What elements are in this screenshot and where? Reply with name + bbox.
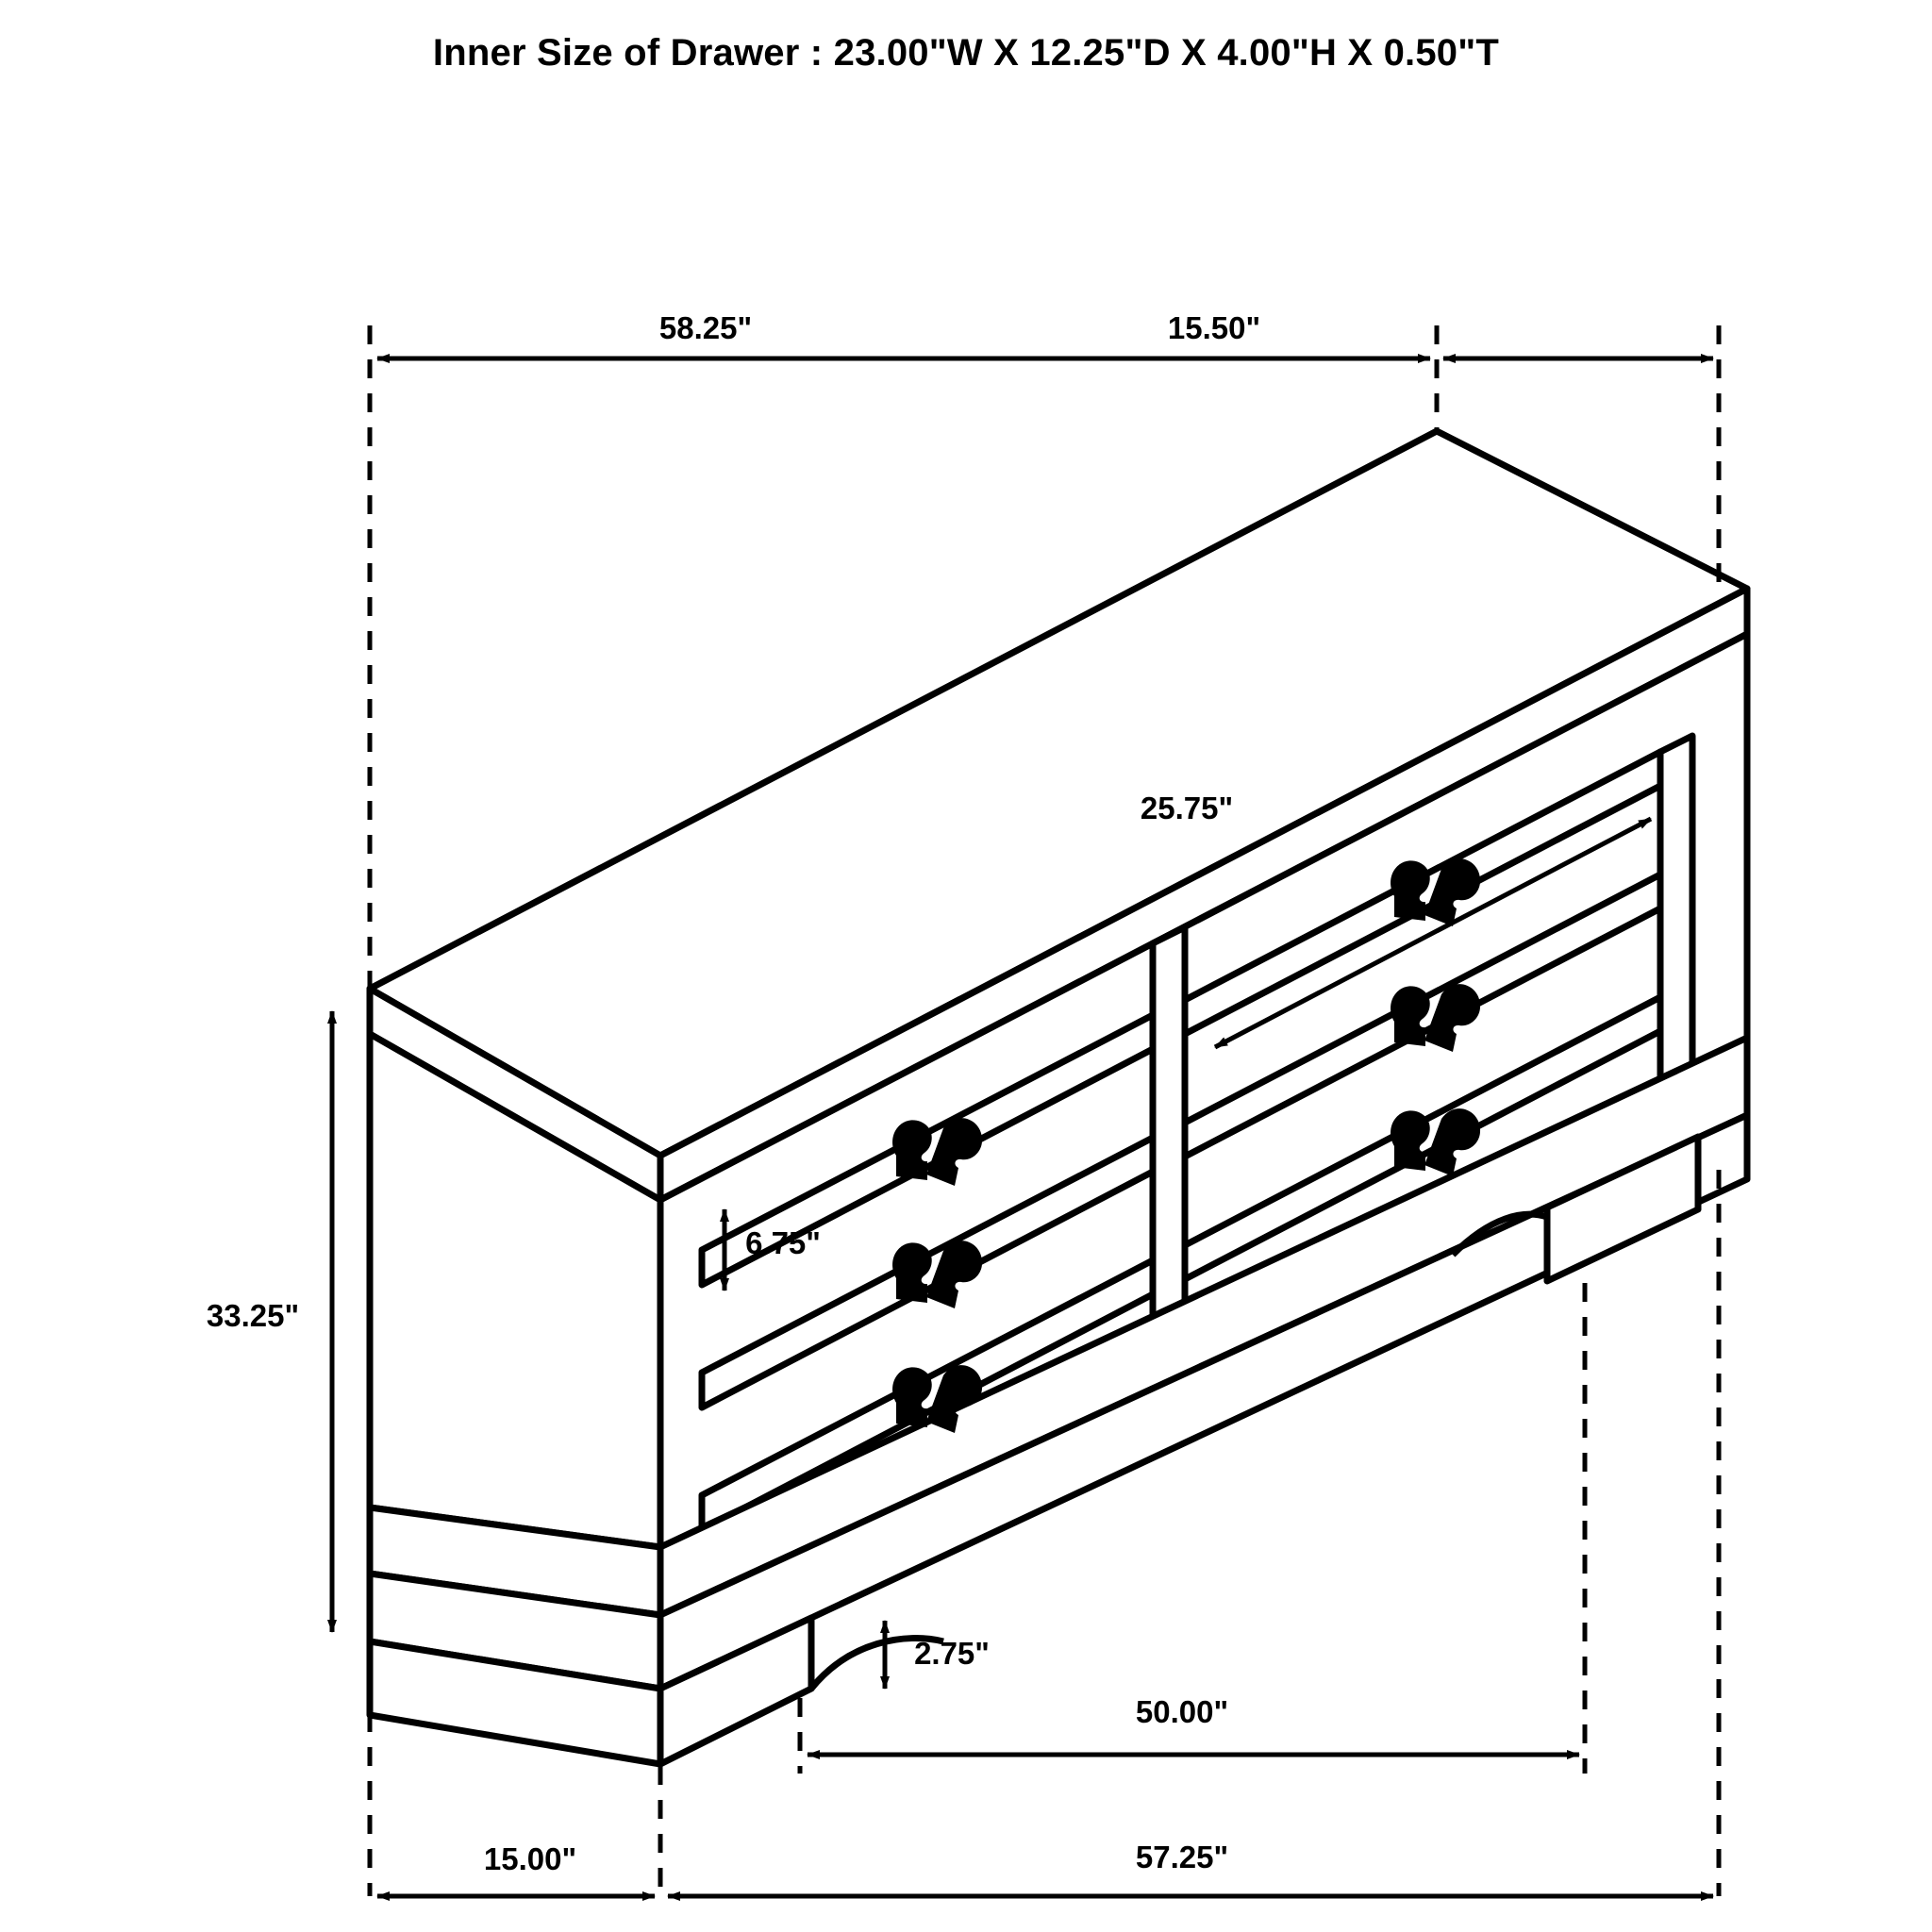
dimension-label-2-75: 2.75" [914, 1636, 990, 1671]
page-title: Inner Size of Drawer : 23.00"W X 12.25"D X 4.00"H X 0.50"T [432, 32, 1500, 74]
dresser-right-stile [1660, 736, 1692, 1090]
dresser-body [370, 431, 1747, 1764]
dimension-label-50-00: 50.00" [1135, 1694, 1229, 1729]
dimension-label-33-25: 33.25" [206, 1298, 300, 1333]
dimension-label-57-25: 57.25" [1135, 1840, 1229, 1874]
dimension-label-6-75: 6.75" [745, 1225, 821, 1260]
dimension-label-25-75: 25.75" [1140, 791, 1234, 825]
dimension-label-58-25: 58.25" [658, 310, 753, 345]
dimension-label-15-00: 15.00" [483, 1841, 577, 1876]
dimension-label-15-50: 15.50" [1167, 310, 1261, 345]
